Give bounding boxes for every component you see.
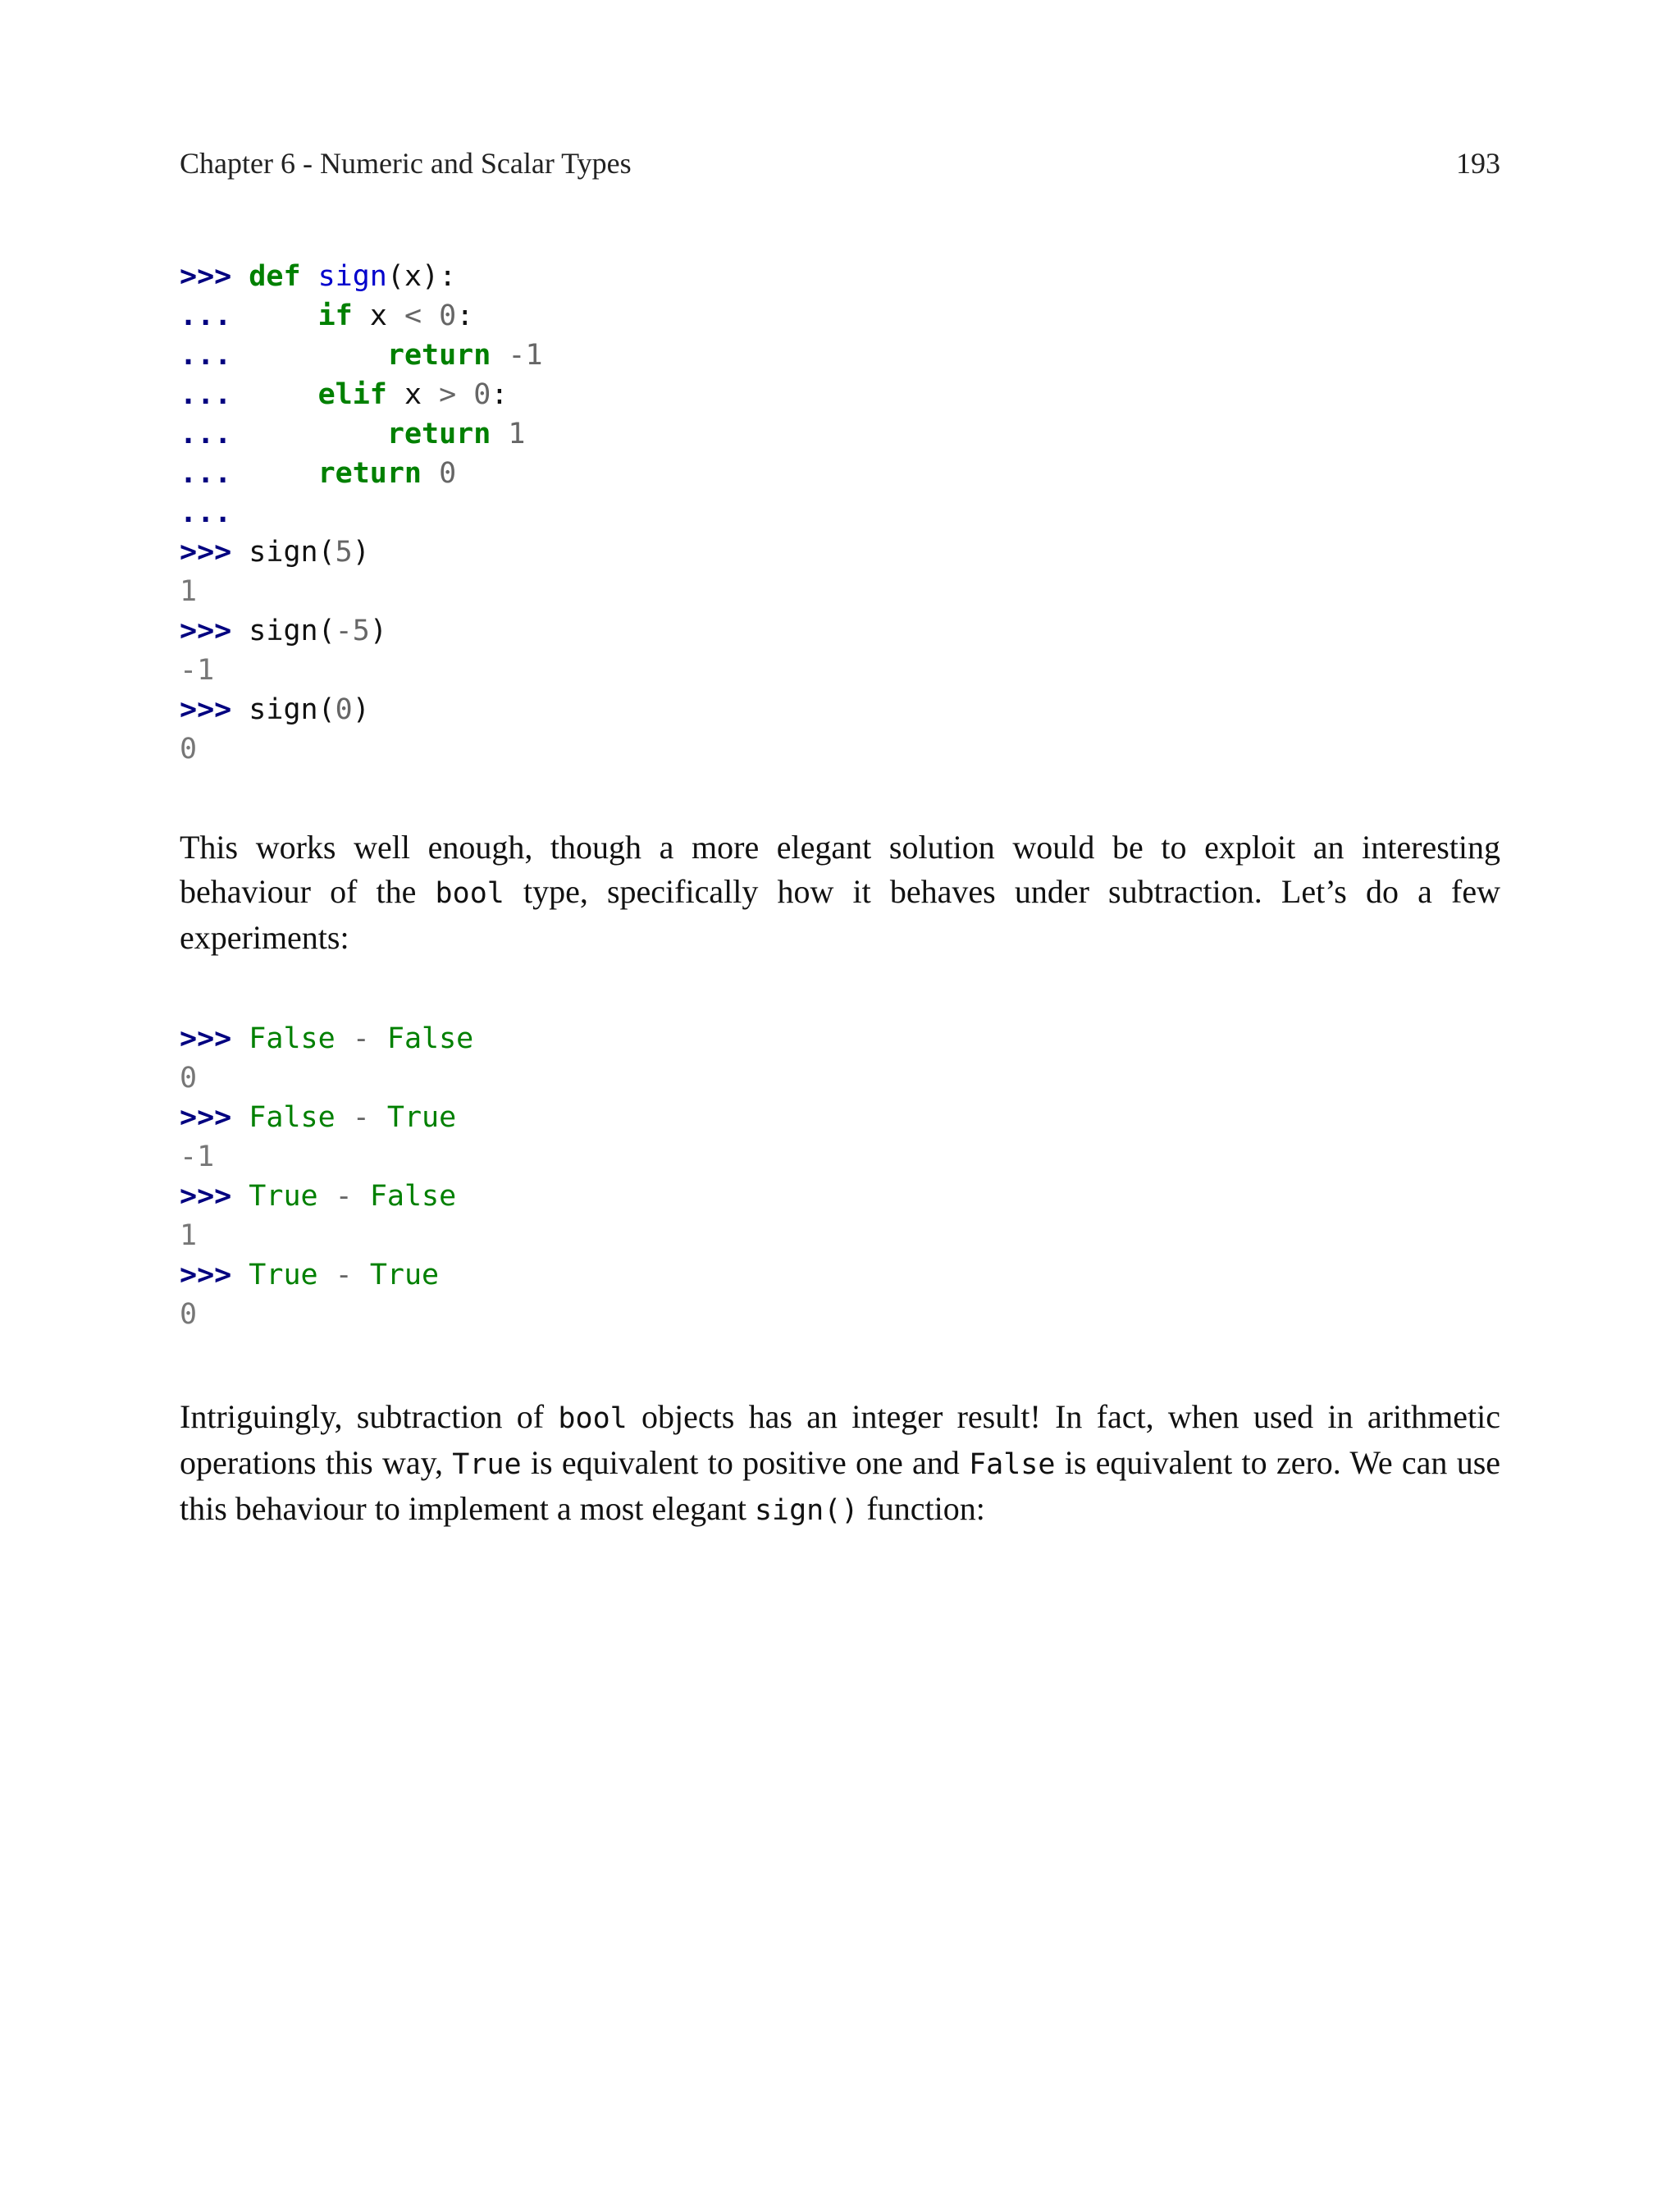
code-line: >>> True - False	[180, 1180, 457, 1213]
code-line: >>> False - False	[180, 1022, 474, 1055]
code-line: ... return 1	[180, 418, 526, 450]
inline-code-true: True	[452, 1448, 522, 1481]
inline-code-bool: bool	[558, 1402, 628, 1435]
code-line: ... if x < 0:	[180, 299, 474, 332]
code-line: ...	[180, 496, 232, 529]
page-header	[180, 146, 1500, 187]
inline-code-false: False	[969, 1448, 1056, 1481]
code-output: 1	[180, 575, 198, 608]
code-block-sign-function	[180, 257, 543, 769]
paragraph-bool-integer-result: Intriguingly, subtraction of bool objects has an integer result! In fact, when used in arithmetic operations this way, True is equivalent to positive one and False is equivalent to zero. We can use this behaviour to implement a most elegant sign() function:	[180, 1398, 1501, 1527]
code-line: >>> True - True	[180, 1259, 440, 1291]
inline-code-sign-call: sign()	[754, 1494, 859, 1527]
code-line: >>> sign(-5)	[180, 615, 387, 647]
code-line: >>> sign(5)	[180, 536, 370, 569]
chapter-title: Chapter 6 - Numeric and Scalar Types	[180, 147, 632, 180]
code-output: 0	[180, 1298, 198, 1331]
code-line: >>> False - True	[180, 1101, 457, 1134]
code-output: 1	[180, 1219, 198, 1252]
code-output: 0	[180, 1062, 198, 1095]
code-output: -1	[180, 654, 215, 687]
code-line: >>> sign(0)	[180, 693, 370, 726]
code-line: ... return 0	[180, 457, 457, 490]
code-output: 0	[180, 733, 198, 766]
page-number: 193	[1456, 147, 1500, 180]
code-output: -1	[180, 1140, 215, 1173]
code-block-bool-experiments	[180, 1019, 473, 1334]
code-line: ... return -1	[180, 339, 543, 372]
code-line: >>> def sign(x):	[180, 260, 457, 293]
code-line: ... elif x > 0:	[180, 378, 509, 411]
paragraph-bool-subtraction-intro: This works well enough, though a more elegant solution would be to exploit an interesting behaviour of the bool type, specifically how it behaves under subtraction. Let’s do a few experiments:	[180, 829, 1500, 956]
inline-code-bool: bool	[435, 877, 504, 910]
